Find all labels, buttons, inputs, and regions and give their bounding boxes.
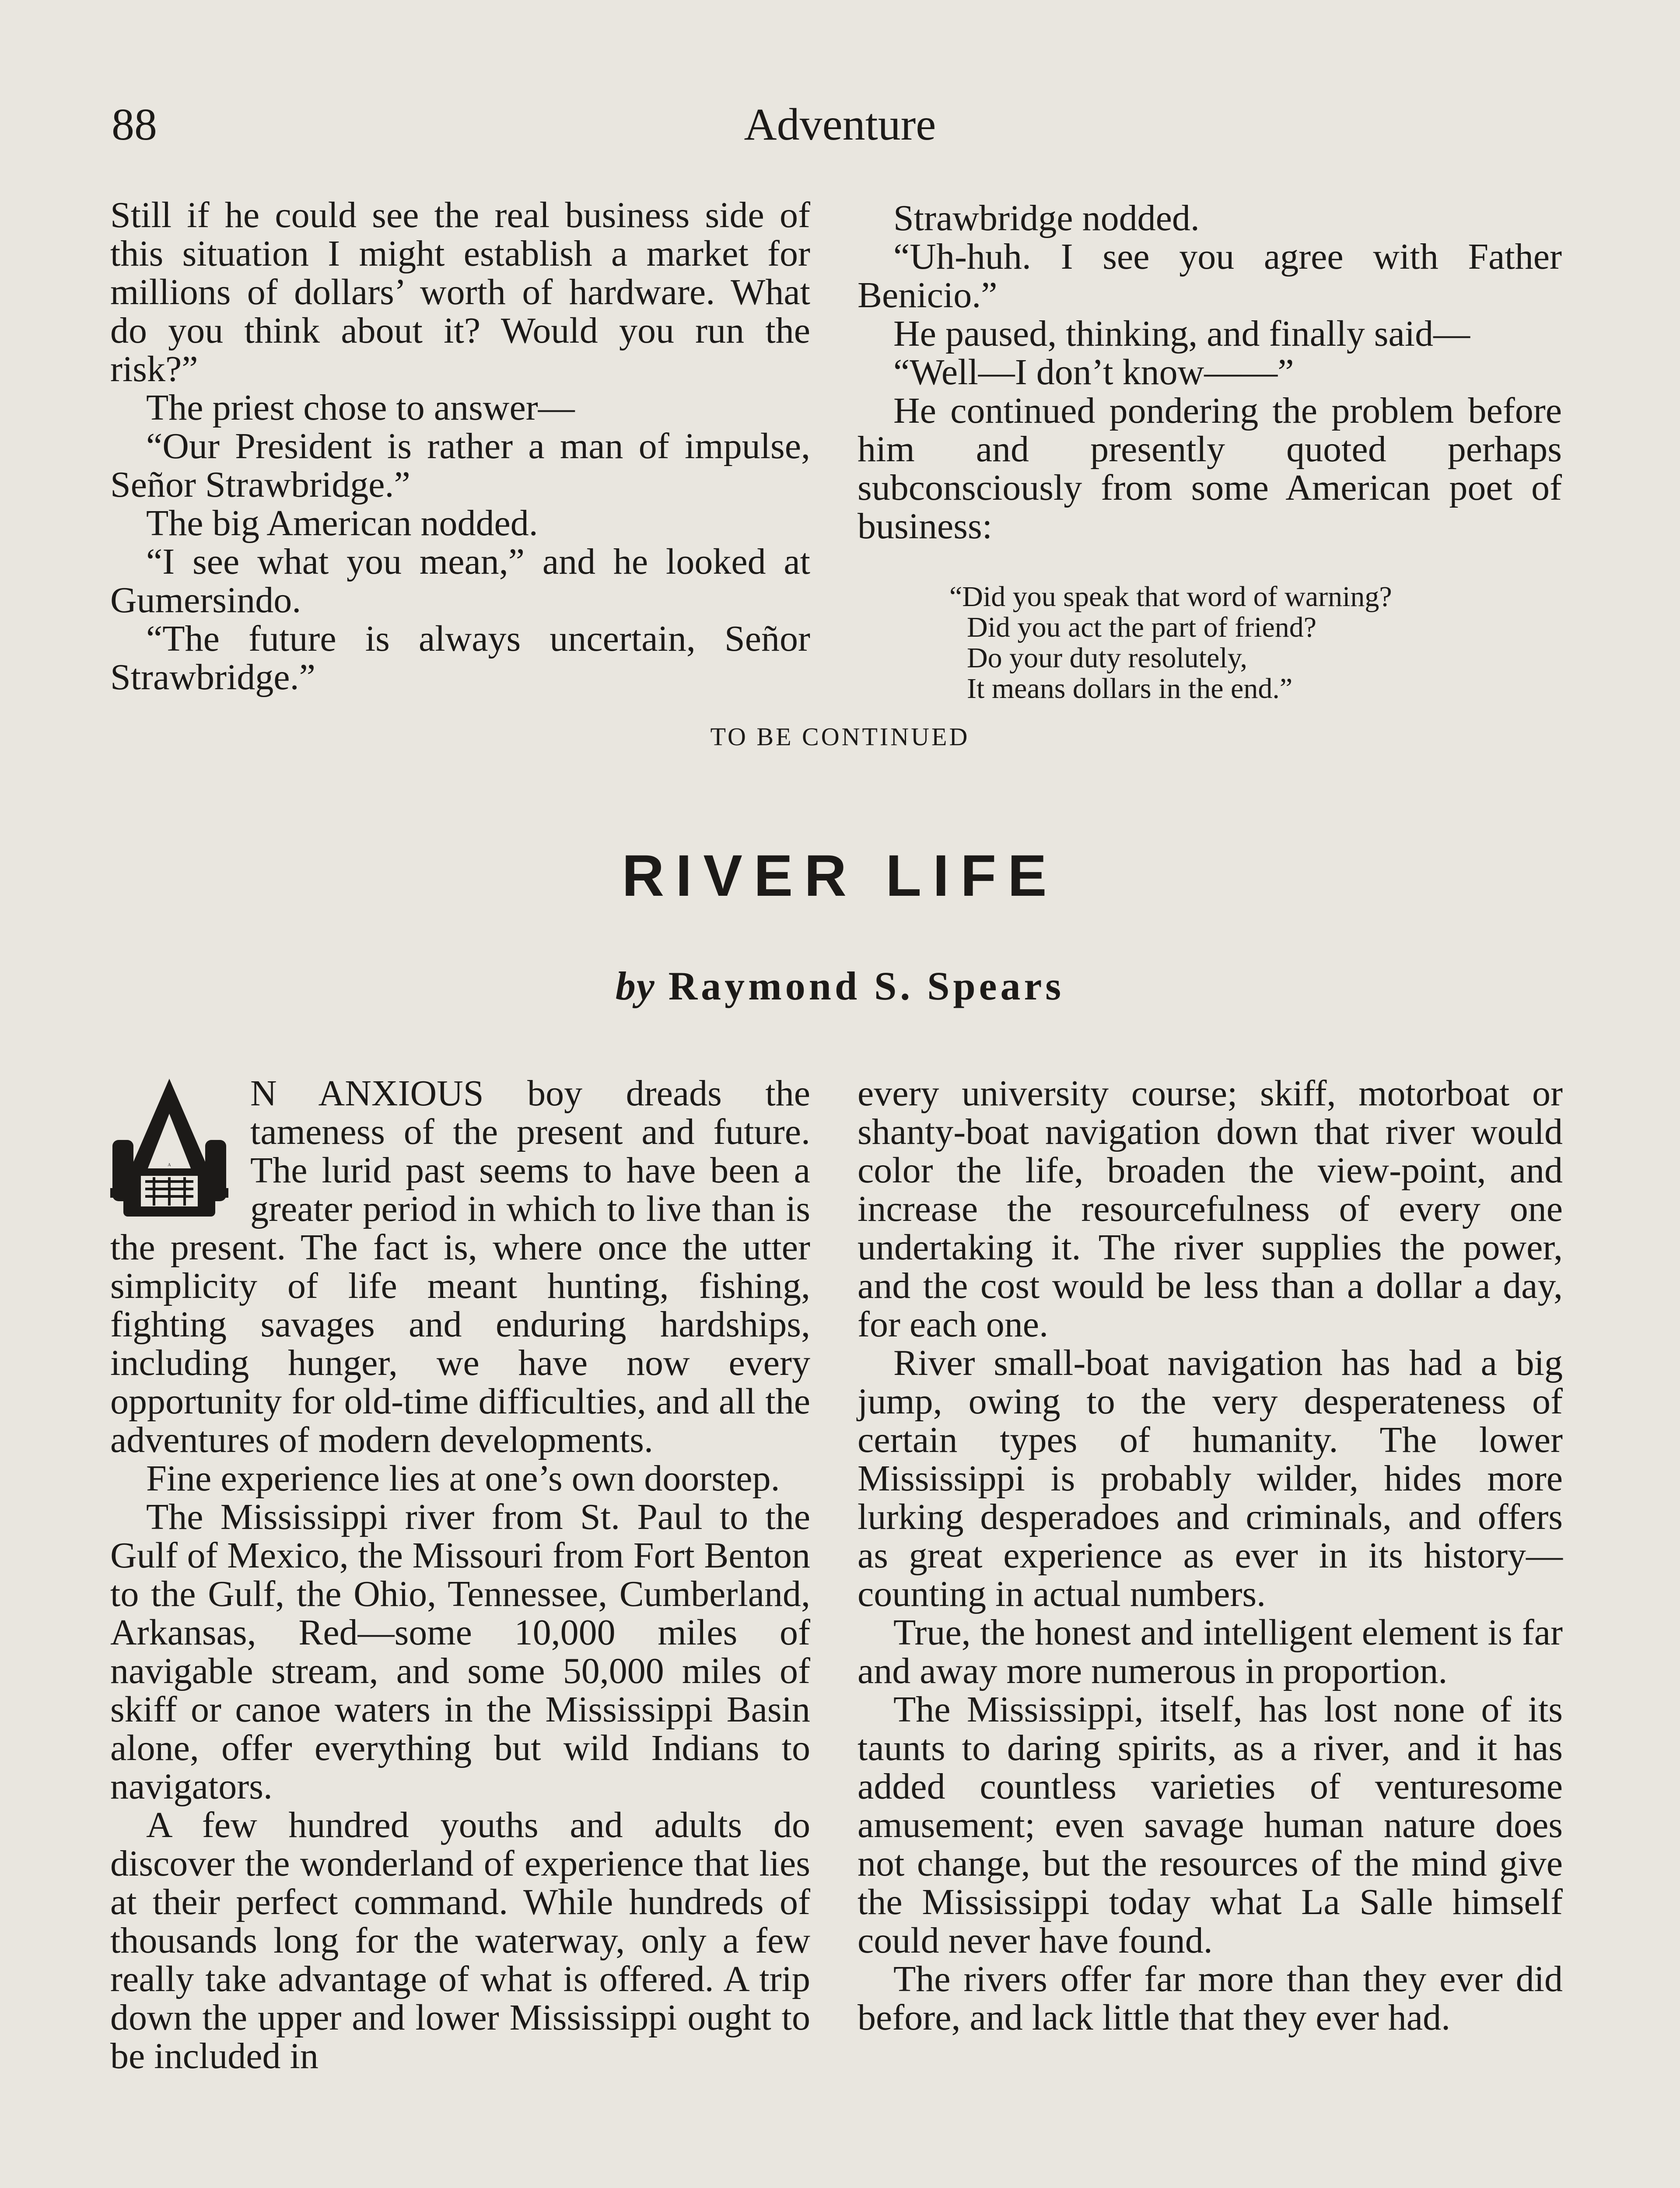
paragraph: Strawbridge nodded. [893, 198, 1200, 238]
paragraph: N ANXIOUS boy dreads the tameness of the present and future. The lurid past seems to have been a greater period in which to live than is the present. The fact is, where once the utter simplicity of life meant hunting, fishing, fighting savages and enduring hardships, including hunger, we have now every opportunity for old-time difficulties, and all the adventures of modern developments. [110, 1073, 810, 1460]
paragraph: The rivers offer far more than they ever did before, and lack little that they ever had. [858, 1959, 1563, 2038]
svg-text:A: A [168, 1163, 171, 1168]
paragraph: Fine experience lies at one’s own doorstep. [146, 1458, 780, 1499]
poem-quote [949, 582, 1562, 704]
paragraph: every university course; skiff, motorboat or shanty-boat navigation down that river would color the life, broaden the view-point, and increase the resourcefulness of every one undertaking it. The river supplies the power, and the cost would be less than a dollar a day, for each one. [858, 1073, 1563, 1345]
page-number: 88 [112, 99, 157, 150]
paragraph: Still if he could see the real business side of this situation I might establish a market for millions of dollars’ worth of hardware. What do you think about it? Would you run the risk?” [110, 195, 810, 389]
page-header [112, 94, 1568, 160]
paragraph: The big American nodded. [146, 503, 538, 543]
author-name: Raymond S. Spears [668, 964, 1065, 1008]
paragraph: River small-boat navigation has had a big jump, owing to the very desperateness of certain types of humanity. The lower Mississippi is probably wilder, hides more lurking desperadoes and criminals, and offers as great experience as ever in its history—counting in actual numbers. [858, 1343, 1563, 1614]
running-title: Adventure [744, 99, 936, 150]
poem-line: “Did you speak that word of warning? [949, 581, 1392, 613]
paragraph: “Uh-huh. I see you agree with Father Benicio.” [858, 236, 1562, 316]
to-be-continued-label: TO BE CONTINUED [710, 722, 970, 751]
ornamental-initial-icon [106, 1074, 233, 1223]
poem-line: Did you act the part of friend? [967, 611, 1317, 643]
article-left-column [110, 1074, 810, 2076]
article-title: RIVER LIFE [622, 843, 1058, 908]
paragraph: He paused, thinking, and finally said— [893, 313, 1470, 354]
paragraph: The Mississippi river from St. Paul to the Gulf of Mexico, the Missouri from Fort Benton to the Gulf, the Ohio, Tennessee, Cumberland, Arkansas, Red—some 10,000 miles of navigable stream, and some 50,000 miles of skiff or canoe waters in the Mississippi Basin alone, offer everything but wild Indians to navigators. [110, 1497, 810, 1807]
article-right-column [858, 1074, 1563, 2037]
previous-story-left-column [110, 196, 810, 697]
paragraph: “Well—I don’t know——” [893, 352, 1294, 393]
poem-line: Do your duty resolutely, [967, 642, 1247, 674]
byline-prefix: by [615, 964, 655, 1008]
previous-story-right-column [858, 199, 1562, 704]
paragraph: “I see what you mean,” and he looked at Gumersindo. [110, 541, 810, 621]
paragraph: A few hundred youths and adults do discover the wonderland of experience that lies at their perfect command. While hundreds of thousands long for the waterway, only a few really take advantage of what is offered. A trip down the upper and lower Mississippi ought to be included in [110, 1805, 810, 2076]
poem-line: It means dollars in the end.” [967, 673, 1293, 705]
byline [0, 963, 1680, 1009]
paragraph: “The future is always uncertain, Señor Strawbridge.” [110, 618, 810, 698]
paragraph: The priest chose to answer— [146, 387, 575, 428]
river-vignette-illustration [122, 2166, 1579, 2188]
paragraph: The Mississippi, itself, has lost none of its taunts to daring spirits, as a river, and it has added countless varieties of venturesome amusement; even savage human nature does not change, but the resources of the mind give the Mississippi today what La Salle himself could never have found. [858, 1689, 1563, 1961]
paragraph: True, the honest and intelligent element is far and away more numerous in proportion. [858, 1612, 1563, 1691]
paragraph: He continued pondering the problem before him and presently quoted perhaps subconsciously from some American poet of business: [858, 390, 1562, 547]
paragraph: “Our President is rather a man of impulse, Señor Strawbridge.” [110, 426, 810, 505]
